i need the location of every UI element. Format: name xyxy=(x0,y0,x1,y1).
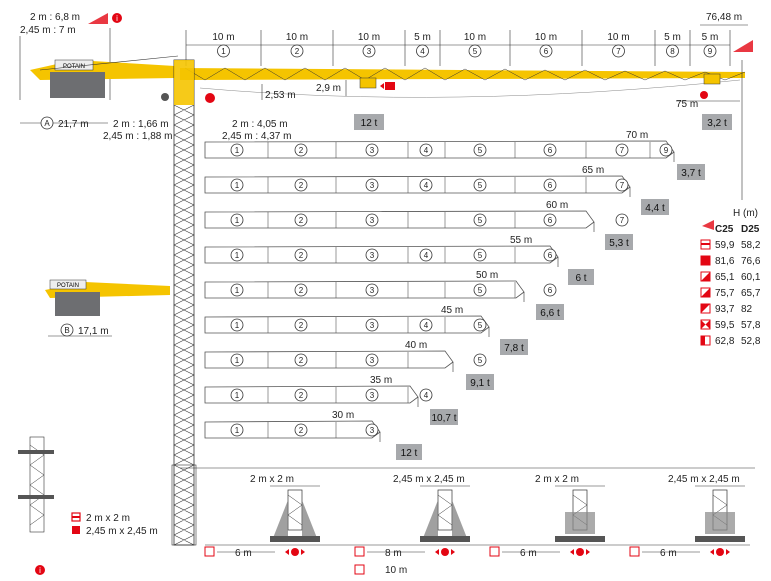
config-seg-num: 1 xyxy=(234,181,240,190)
base-dim2: 10 m xyxy=(385,565,408,576)
config-length: 50 m xyxy=(476,270,499,281)
config-seg-num: 4 xyxy=(423,391,429,400)
jib-segment-ruler xyxy=(186,30,730,66)
config-seg-num: 1 xyxy=(234,391,240,400)
config-length: 40 m xyxy=(405,340,428,351)
config-seg-num: 7 xyxy=(619,146,625,155)
dim-253: 2,53 m xyxy=(265,90,296,101)
config-seg-num: 3 xyxy=(369,146,375,155)
config-length: 35 m xyxy=(370,375,393,386)
jib-seg-length-4: 5 m xyxy=(414,32,431,43)
height-d25: 65,7 xyxy=(741,288,761,299)
config-seg-num: 1 xyxy=(234,356,240,365)
jib-seg-num-4: 4 xyxy=(420,47,425,56)
wind-icon xyxy=(702,220,714,230)
base-options xyxy=(205,474,745,576)
config-load: 4,4 t xyxy=(645,203,665,214)
height-c25: 65,1 xyxy=(715,272,735,283)
config-length: 45 m xyxy=(441,305,464,316)
jib-seg-length-6: 10 m xyxy=(534,32,558,43)
jib-seg-num-8: 8 xyxy=(670,47,675,56)
config-seg-num: 3 xyxy=(369,356,375,365)
jib-seg-length-5: 10 m xyxy=(463,32,487,43)
base-type-icon xyxy=(701,272,710,281)
base-dim: 6 m xyxy=(235,548,252,559)
counter-jib-dim3: 2 m : 4,05 m xyxy=(232,119,288,130)
wind-ramp-right-icon xyxy=(733,40,753,52)
dim-29: 2,9 m xyxy=(316,83,342,94)
config-seg-num: 6 xyxy=(547,181,553,190)
counter-jib-b-label: B xyxy=(64,326,70,335)
tip-marker-icon xyxy=(700,91,708,99)
config-seg-num: 3 xyxy=(369,216,375,225)
config-seg-num: 5 xyxy=(477,251,483,260)
height-d25: 76,6 xyxy=(741,256,761,267)
svg-text:i: i xyxy=(116,14,118,23)
trolley-marker-icon xyxy=(385,82,395,90)
jib-config-6 xyxy=(205,305,528,355)
counter-jib-b-value: 17,1 m xyxy=(78,326,109,337)
jib-config-3 xyxy=(205,200,633,250)
config-seg-num: 5 xyxy=(477,286,483,295)
jib-seg-length-8: 5 m xyxy=(664,32,681,43)
config-load: 7,8 t xyxy=(504,343,524,354)
config-seg-num: 2 xyxy=(298,426,304,435)
col-c25: C25 xyxy=(715,224,734,235)
dim-75: 75 m xyxy=(676,99,699,110)
config-seg-num: 2 xyxy=(298,321,304,330)
height-c25: 62,8 xyxy=(715,336,735,347)
base-type-icon xyxy=(490,547,499,556)
jib-seg-length-9: 5 m xyxy=(701,32,719,43)
mast-section-drawings xyxy=(18,437,54,532)
config-seg-num: 5 xyxy=(477,321,483,330)
height-label-245m: 2,45 m : 7 m xyxy=(20,25,76,36)
config-seg-num: 2 xyxy=(298,251,304,260)
config-seg-num: 5 xyxy=(477,146,483,155)
config-seg-num: 2 xyxy=(298,146,304,155)
legend-line2: 2,45 m x 2,45 m xyxy=(86,526,158,537)
config-seg-num: 1 xyxy=(234,251,240,260)
config-seg-num: 1 xyxy=(234,321,240,330)
config-length: 55 m xyxy=(510,235,533,246)
config-seg-num: 4 xyxy=(423,321,429,330)
config-length: 60 m xyxy=(546,200,569,211)
base-type-icon xyxy=(205,547,214,556)
config-seg-num: 7 xyxy=(619,181,625,190)
height-c25: 93,7 xyxy=(715,304,735,315)
height-d25: 57,8 xyxy=(741,320,761,331)
svg-text:12 t: 12 t xyxy=(360,118,378,129)
jib-seg-length-3: 10 m xyxy=(357,32,381,43)
jib-dims xyxy=(262,60,742,200)
brand-label-lower: POTAIN xyxy=(57,283,79,289)
jib-configurations xyxy=(205,130,705,460)
height-table xyxy=(701,208,761,347)
config-load: 12 t xyxy=(400,448,418,459)
config-load: 6 t xyxy=(575,273,587,284)
config-seg-num: 2 xyxy=(298,181,304,190)
config-seg-num: 7 xyxy=(619,216,625,225)
jib-seg-num-3: 3 xyxy=(366,47,372,56)
jib-seg-num-1: 1 xyxy=(221,47,226,56)
config-length: 65 m xyxy=(582,165,605,176)
base-marker-icon xyxy=(716,548,724,556)
counter-jib-dim1: 2 m : 1,66 m xyxy=(113,119,169,130)
base-type-icon xyxy=(701,320,710,329)
config-seg-num: 2 xyxy=(298,216,304,225)
config-seg-num: 6 xyxy=(547,251,553,260)
jib-config-7 xyxy=(205,340,494,390)
svg-text:i: i xyxy=(39,566,41,575)
jib-seg-length-2: 10 m xyxy=(285,32,309,43)
config-seg-num: 3 xyxy=(369,251,375,260)
config-seg-num: 4 xyxy=(423,251,429,260)
counter-jib-lower xyxy=(45,280,170,337)
config-load: 10,7 t xyxy=(431,413,457,424)
height-c25: 59,9 xyxy=(715,240,735,251)
base-dim: 6 m xyxy=(520,548,537,559)
height-header: H (m) xyxy=(733,208,758,219)
base-option-2 xyxy=(355,474,470,576)
col-d25: D25 xyxy=(741,224,760,235)
config-seg-num: 6 xyxy=(547,216,553,225)
base-size: 2 m x 2 m xyxy=(535,474,579,485)
config-seg-num: 1 xyxy=(234,146,240,155)
jib-config-5 xyxy=(205,270,564,320)
base-type-icon xyxy=(701,304,710,313)
base-legend xyxy=(35,513,158,575)
base-marker-icon xyxy=(441,548,449,556)
config-seg-num: 6 xyxy=(547,146,553,155)
height-c25: 81,6 xyxy=(715,256,735,267)
wind-ramp-icon xyxy=(88,13,108,24)
config-load: 9,1 t xyxy=(470,378,490,389)
counter-jib-top xyxy=(30,56,178,98)
jib-config-2 xyxy=(205,165,669,215)
config-seg-num: 1 xyxy=(234,216,240,225)
base-option-3 xyxy=(490,474,605,559)
base-size: 2 m x 2 m xyxy=(250,474,294,485)
base-size: 2,45 m x 2,45 m xyxy=(668,474,740,485)
base-marker-icon xyxy=(291,548,299,556)
jib-seg-length-1: 10 m xyxy=(212,32,235,43)
counter-jib-dim2: 2,45 m : 1,88 m xyxy=(103,131,173,142)
total-radius-label: 76,48 m xyxy=(706,12,743,23)
jib-seg-num-6: 6 xyxy=(543,47,549,56)
base-type-icon xyxy=(701,288,710,297)
config-seg-num: 4 xyxy=(423,146,429,155)
config-seg-num: 2 xyxy=(298,356,304,365)
config-length: 70 m xyxy=(626,130,649,141)
base-size: 2,45 m x 2,45 m xyxy=(393,474,465,485)
config-load: 5,3 t xyxy=(609,238,629,249)
config-seg-num: 2 xyxy=(298,286,304,295)
jib-config-9 xyxy=(205,410,422,460)
config-seg-num: 3 xyxy=(369,181,375,190)
config-length: 30 m xyxy=(332,410,355,421)
counter-jib-a-value: 21,7 m xyxy=(58,119,89,130)
height-label-2m: 2 m : 6,8 m xyxy=(30,12,81,23)
config-seg-num: 5 xyxy=(477,181,483,190)
base-option-1 xyxy=(205,474,320,559)
config-seg-num: 5 xyxy=(477,216,483,225)
config-load: 6,6 t xyxy=(540,308,560,319)
jib-seg-num-9: 9 xyxy=(707,47,713,56)
base-marker-icon xyxy=(576,548,584,556)
config-seg-num: 1 xyxy=(234,426,240,435)
svg-text:3,2 t: 3,2 t xyxy=(707,118,727,129)
base-type-icon xyxy=(630,547,639,556)
config-load: 3,7 t xyxy=(681,168,701,179)
height-d25: 82 xyxy=(741,304,753,315)
base-type-icon xyxy=(355,547,364,556)
height-c25: 75,7 xyxy=(715,288,735,299)
config-seg-num: 3 xyxy=(369,286,375,295)
config-seg-num: 6 xyxy=(547,286,553,295)
height-d25: 52,8 xyxy=(741,336,761,347)
config-seg-num: 3 xyxy=(369,426,375,435)
jib-config-4 xyxy=(205,235,594,285)
counter-jib-dims xyxy=(20,117,291,142)
legend-line1: 2 m x 2 m xyxy=(86,513,130,524)
brand-label-top: POTAIN xyxy=(63,64,85,70)
config-seg-num: 4 xyxy=(423,181,429,190)
jib-seg-num-2: 2 xyxy=(294,47,300,56)
base-dim: 8 m xyxy=(385,548,402,559)
jib-seg-length-7: 10 m xyxy=(607,32,630,43)
config-seg-num: 3 xyxy=(369,321,375,330)
base-type-icon xyxy=(701,256,710,265)
config-seg-num: 1 xyxy=(234,286,240,295)
config-seg-num: 3 xyxy=(369,391,375,400)
jib-seg-num-7: 7 xyxy=(616,47,621,56)
jib-seg-num-5: 5 xyxy=(472,47,478,56)
base-dim: 6 m xyxy=(660,548,677,559)
config-seg-num: 2 xyxy=(298,391,304,400)
base-type-icon xyxy=(701,240,710,249)
height-d25: 58,2 xyxy=(741,240,761,251)
counter-jib-a-label: A xyxy=(44,119,50,128)
slewing-marker-icon xyxy=(205,93,215,103)
base-type-icon xyxy=(701,336,710,345)
base-option-4 xyxy=(630,474,745,559)
config-seg-num: 5 xyxy=(477,356,483,365)
counter-jib-dim4: 2,45 m : 4,37 m xyxy=(222,131,292,142)
height-c25: 59,5 xyxy=(715,320,735,331)
height-d25: 60,1 xyxy=(741,272,761,283)
config-seg-num: 9 xyxy=(663,146,669,155)
